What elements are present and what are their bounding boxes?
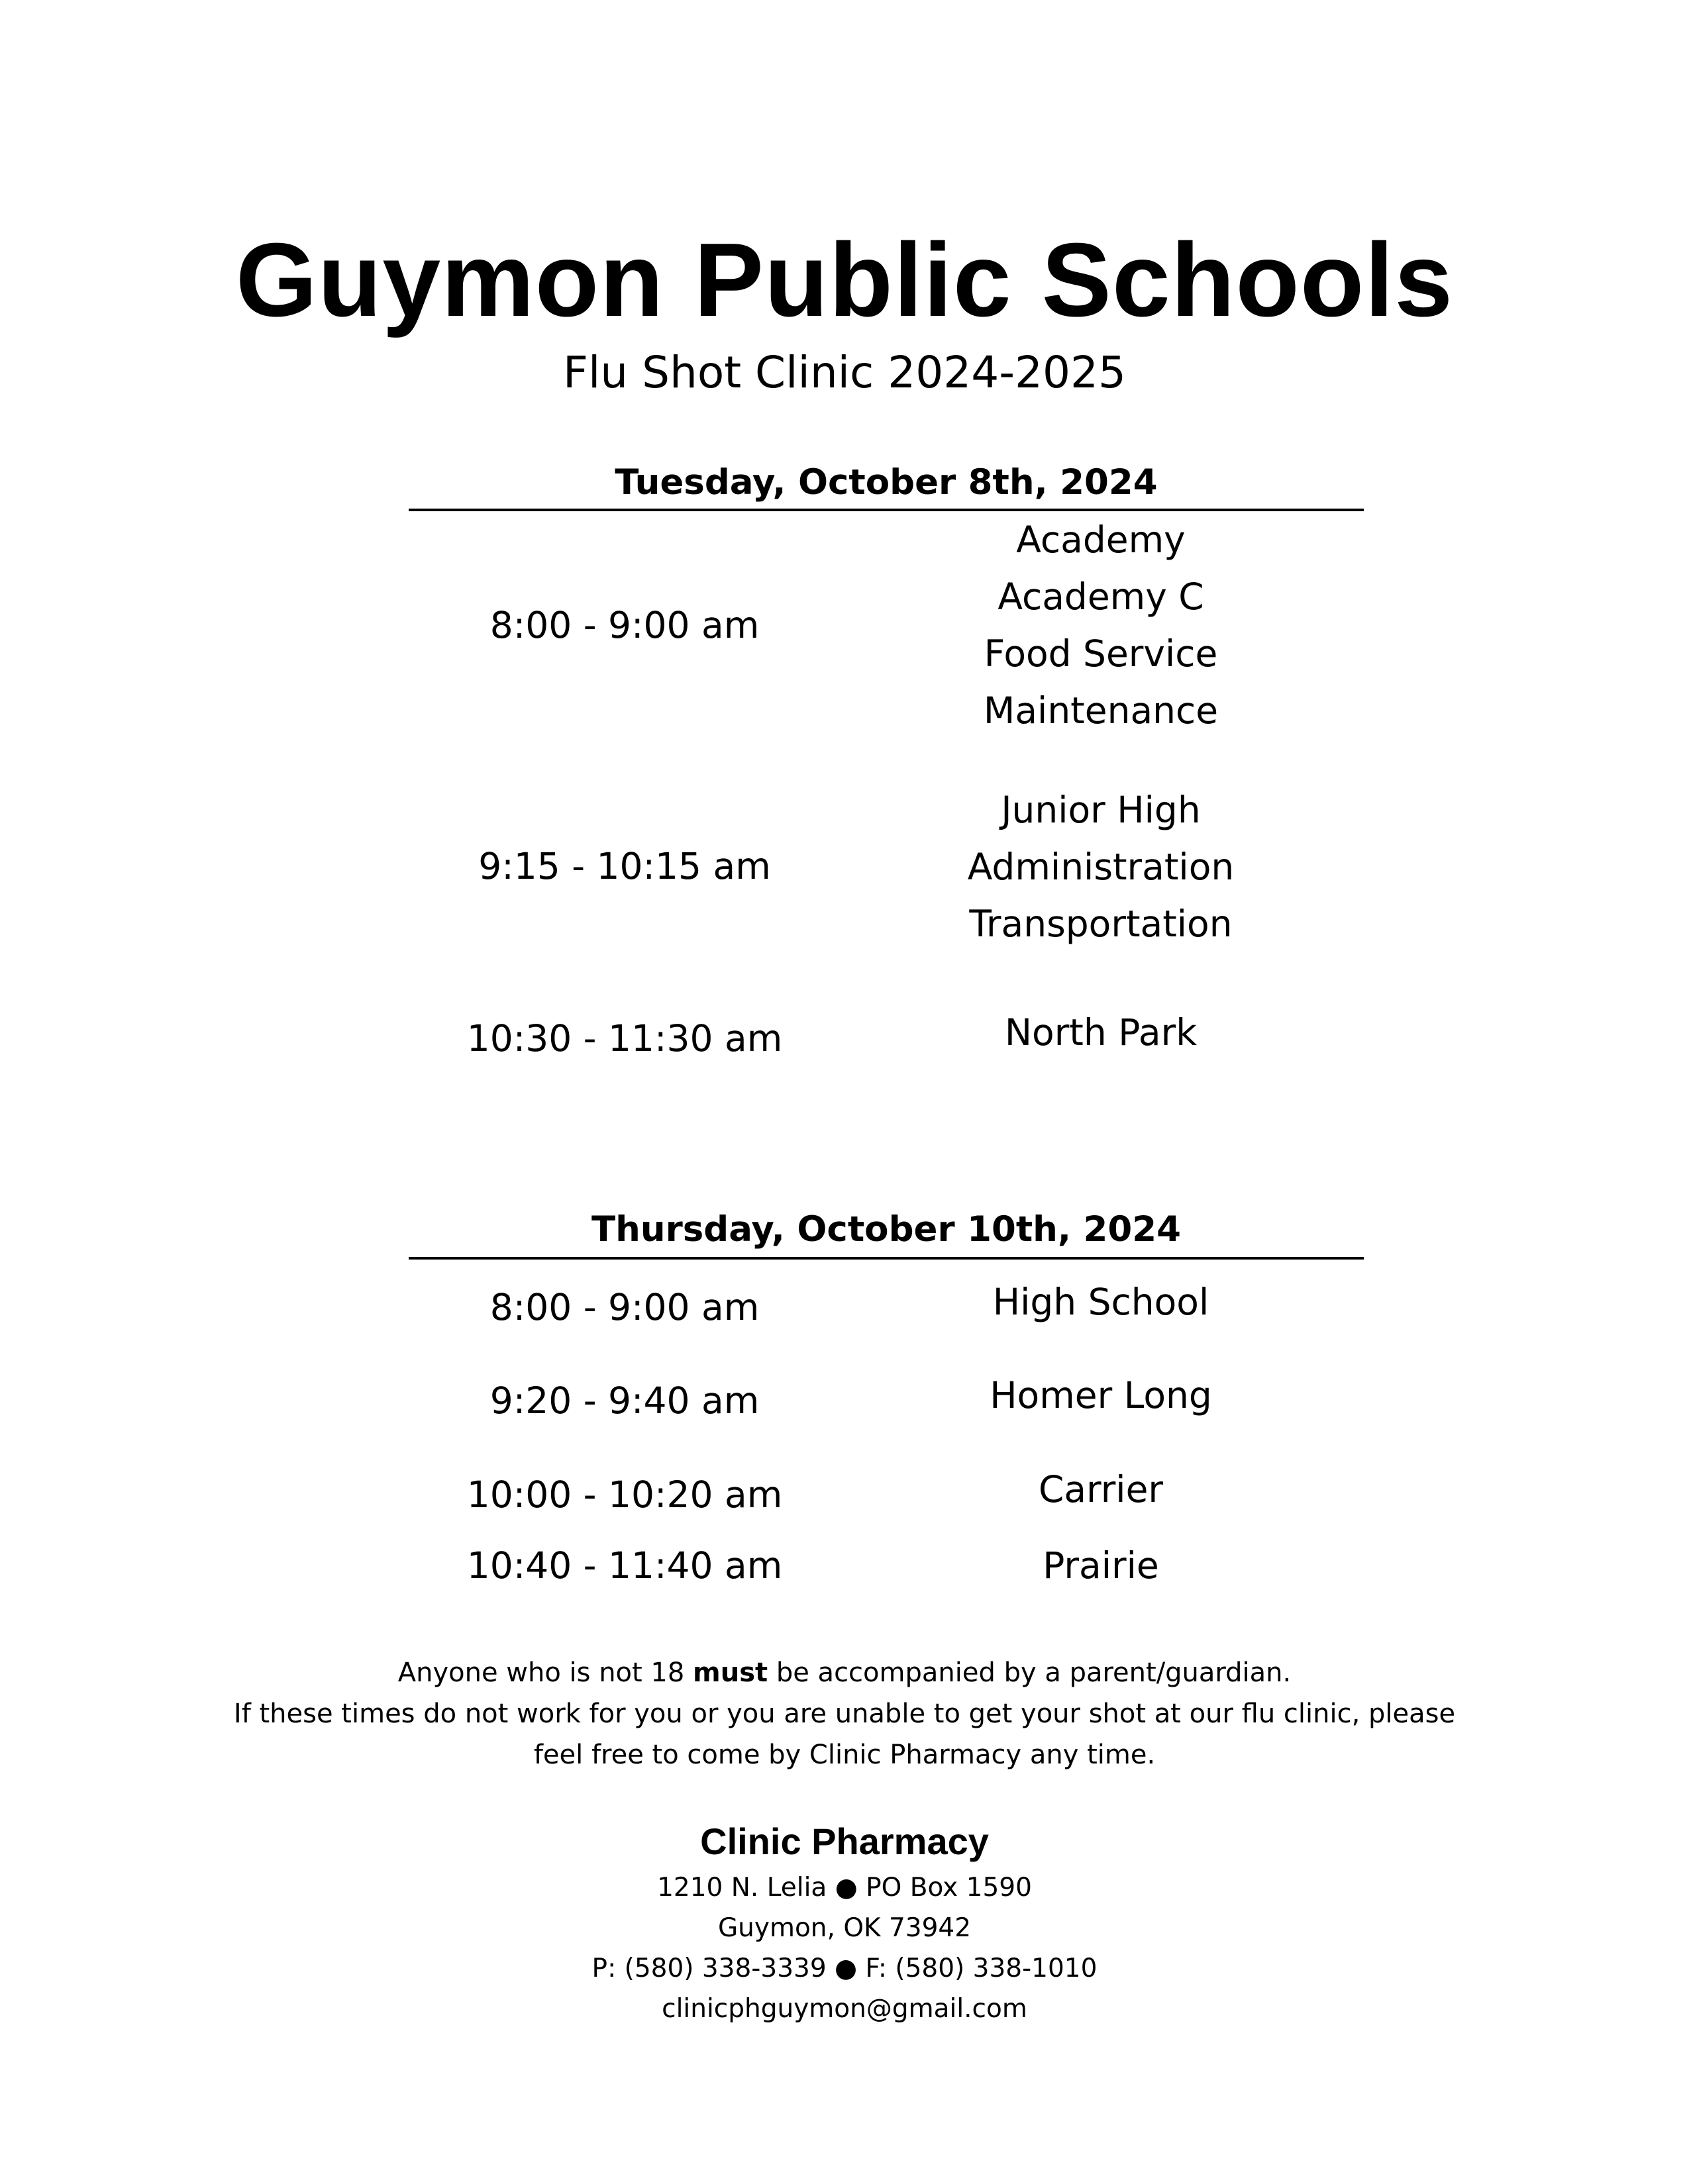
day-divider (409, 1257, 1364, 1260)
group-name: Maintenance (983, 689, 1219, 732)
day-heading: Tuesday, October 8th, 2024 (615, 462, 1158, 503)
group-name: Administration (967, 846, 1235, 888)
group-name: High School (992, 1281, 1209, 1323)
slot-groups (861, 1004, 1341, 1061)
group-name: Academy C (998, 575, 1204, 618)
slot-groups (861, 1537, 1341, 1594)
slot-groups (861, 1273, 1341, 1330)
pharmacy-phone-fax: P: (580) 338-3339 ● F: (580) 338-1010 (591, 1954, 1098, 1983)
slot-groups (861, 511, 1341, 739)
page-subtitle: Flu Shot Clinic 2024-2025 (562, 347, 1126, 398)
pharmacy-address: 1210 N. Lelia ● PO Box 1590 (657, 1873, 1032, 1903)
slot-time: 9:20 - 9:40 am (489, 1379, 760, 1422)
age-note-emphasis: must (693, 1658, 768, 1688)
slot-groups (861, 1461, 1341, 1518)
slot-time: 10:30 - 11:30 am (466, 1017, 783, 1060)
day-heading: Thursday, October 10th, 2024 (591, 1209, 1181, 1250)
group-name: Homer Long (990, 1374, 1212, 1416)
group-name: Junior High (1001, 789, 1201, 831)
slot-time: 10:00 - 10:20 am (466, 1473, 783, 1516)
slot-time: 9:15 - 10:15 am (478, 845, 771, 887)
group-name: Carrier (1038, 1468, 1164, 1511)
pharmacy-city: Guymon, OK 73942 (717, 1913, 972, 1943)
group-name: Transportation (969, 903, 1233, 945)
page-title: Guymon Public Schools (235, 222, 1454, 338)
group-name: Prairie (1043, 1544, 1159, 1587)
slot-time: 10:40 - 11:40 am (466, 1544, 783, 1587)
group-name: Academy (1016, 519, 1186, 561)
slot-groups (861, 781, 1341, 952)
alternative-note-line: feel free to come by Clinic Pharmacy any time. (533, 1740, 1156, 1770)
age-note-text: be accompanied by a parent/guardian. (768, 1658, 1292, 1688)
slot-time: 8:00 - 9:00 am (489, 1286, 760, 1328)
group-name: Food Service (984, 632, 1218, 675)
pharmacy-email: clinicphguymon@gmail.com (662, 1994, 1027, 2024)
slot-time: 8:00 - 9:00 am (489, 604, 760, 646)
slot-groups (861, 1367, 1341, 1424)
notes (0, 1652, 1689, 1775)
age-note-text: Anyone who is not 18 (397, 1658, 693, 1688)
alternative-note-line: If these times do not work for you or you are unable to get your shot at our flu clinic, please (233, 1699, 1456, 1729)
age-requirement-note (0, 1652, 1689, 1693)
group-name: North Park (1004, 1011, 1198, 1054)
pharmacy-name: Clinic Pharmacy (700, 1820, 989, 1862)
pharmacy-contact (0, 1867, 1689, 2029)
